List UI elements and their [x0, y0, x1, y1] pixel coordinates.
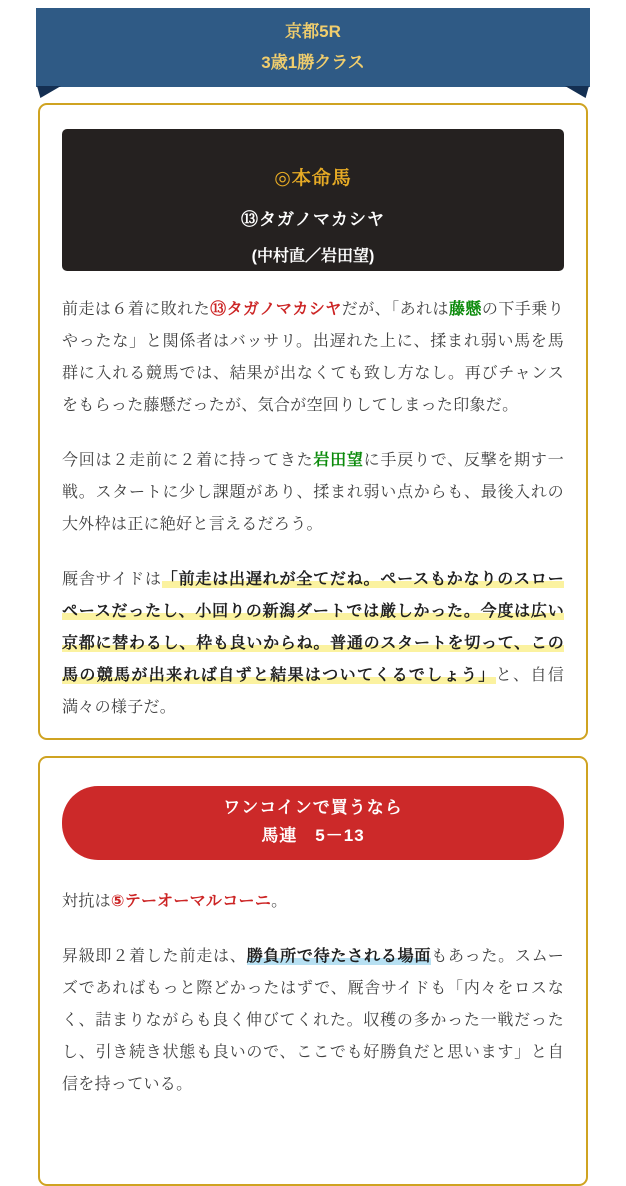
text-segment: 藤懸 [448, 301, 482, 318]
race-title: 京都5R [285, 22, 341, 41]
text-segment: だが、「あれは [341, 301, 449, 318]
text-segment: 前走は６着に敗れた [62, 301, 211, 318]
main-pick-card [38, 103, 588, 740]
text-segment: 。 [271, 893, 288, 910]
main-pick-connections: (中村直／岩田望) [251, 248, 375, 265]
text-segment: 昇級即２着した前走は、 [62, 948, 247, 965]
text-segment: ⑬タガノマカシヤ [210, 301, 342, 318]
analysis-paragraph-3 [62, 564, 564, 724]
rival-paragraph-2 [62, 941, 564, 1101]
text-segment: もあった。スムーズであればもっと際どかったはずで、厩舎サイドも「内々をロスなく、詰まりながらも良く伸びてくれた。収穫の多かった一戦だったし、引き続き状態も良いので、ここでも好勝負だと思います」と自信を持っている。 [62, 948, 564, 1093]
main-pick-label: ◎本命馬 [274, 168, 352, 189]
text-segment: に手戻りで、反撃を期す一戦。スタートに少し課題があり、揉まれ弱い点からも、最後入れの大外枠は正に絶好と言えるだろう。 [62, 452, 564, 533]
rival-paragraph-1 [62, 886, 564, 918]
text-segment: ⑤テーオーマルコーニ [110, 893, 272, 910]
text-segment: と、自信満々の様子だ。 [62, 667, 564, 716]
one-coin-bet-button[interactable] [62, 786, 564, 860]
bet-button-heading: ワンコインで買うなら [223, 798, 403, 817]
bet-button-combination: 馬連 5－13 [261, 826, 365, 845]
bet-suggestion-card [38, 756, 588, 1186]
main-pick-horse: ⑬タガノマカシヤ [241, 210, 385, 229]
text-segment: の下手乗りやったな」と関係者はバッサリ。出遅れた上に、揉まれ弱い馬を馬群に入れる競馬では、結果が出なくても致し方なし。再びチャンスをもらった藤懸だったが、気合が空回りしてしまった印象だ。 [62, 301, 564, 414]
text-segment: 今回は２走前に２着に持ってきた [62, 452, 314, 469]
text-segment: 勝負所で待たされる場面 [246, 948, 432, 965]
race-tips-page [0, 8, 626, 1186]
analysis-paragraph-1 [62, 294, 564, 422]
race-class: 3歳1勝クラス [261, 53, 365, 72]
analysis-paragraph-2 [62, 445, 564, 541]
text-segment: 対抗は [62, 893, 111, 910]
main-pick-box [62, 129, 564, 271]
text-segment: 「前走は出遅れが全てだね。ペースもかなりのスローペースだったし、小回りの新潟ダートでは厳しかった。今度は広い京都に替わるし、枠も良いからね。普通のスタートを切って、この馬の競馬が出来れば自ずと結果はついてくるでしょう」 [62, 571, 564, 684]
text-segment: 厩舎サイドは [62, 571, 162, 588]
text-segment: 岩田望 [313, 452, 364, 469]
race-header-ribbon [36, 8, 590, 87]
